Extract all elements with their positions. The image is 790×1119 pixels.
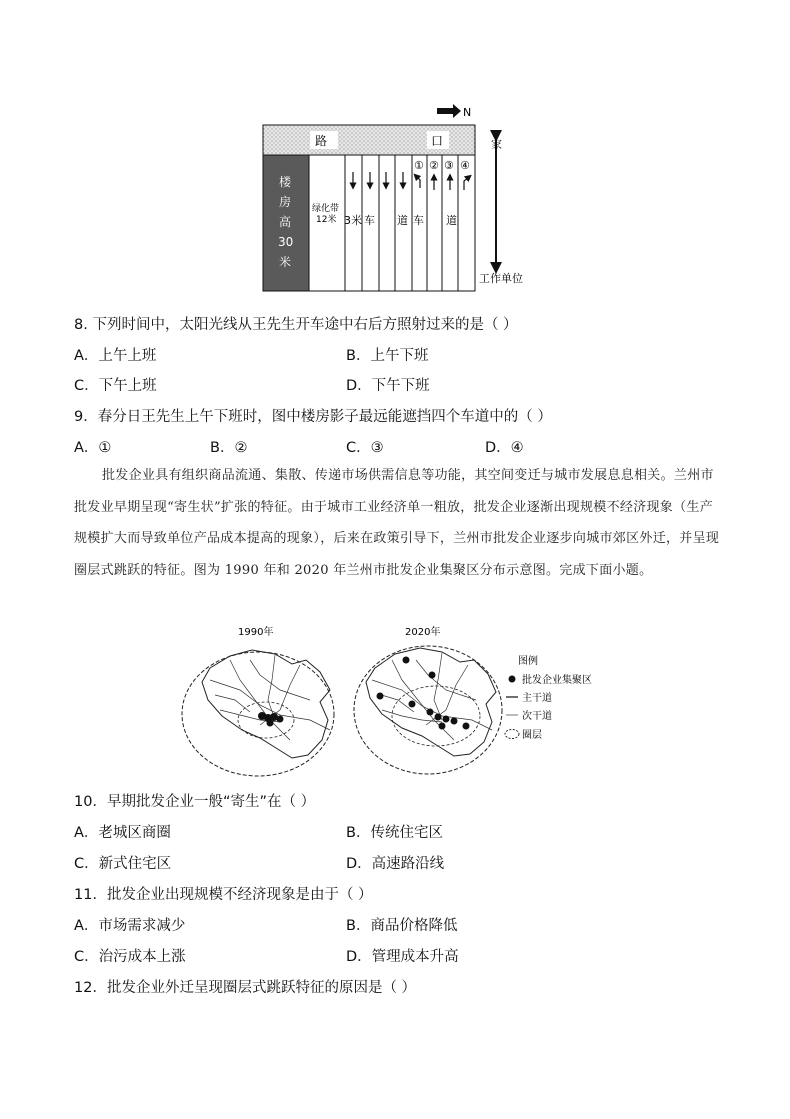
map-1990-title: 1990年 (238, 627, 274, 638)
cluster-dot (451, 718, 458, 725)
building-char-1: 楼 (279, 175, 292, 189)
legend-item-cluster: 批发企业集聚区 (522, 675, 592, 686)
map-2020-boundary (366, 648, 496, 756)
lane-number-2: ② (429, 159, 439, 172)
passage-text: 批发企业具有组织商品流通、集散、传递市场供需信息等功能，其空间变迁与城市发展息息相关。兰州市批发业早期呈现“寄生状”扩张的特征。由于城市工业经济单一粗放，批发企业逐渐出现规模不经济现象（生产规模扩大而导致单位产品成本提高的现象），后来在政策引导下，兰州市批发企业逐步向城市郊区外迁，并呈现圈层式跳跃的特征。图为 1990 年和 2020 年兰州市批发企业集聚区分布示意图。完成下面小题。 (74, 468, 720, 578)
car-label-1: 车 (364, 214, 375, 227)
north-arrow-icon (437, 104, 461, 118)
building-char-3: 高 (279, 215, 292, 229)
cluster-dot (377, 693, 384, 700)
lane-number-3: ③ (444, 159, 454, 172)
road-label-2: 道 (446, 214, 457, 227)
cluster-dot (267, 720, 274, 727)
q8-option-b[interactable]: B．上午下班 (346, 348, 429, 364)
lane-number-4: ④ (460, 159, 470, 172)
q10-option-a[interactable]: A．老城区商圈 (74, 825, 171, 841)
question-10-stem: 10．早期批发企业一般“寄生”在（ ） (74, 794, 316, 810)
cluster-dot (277, 716, 284, 723)
building-char-5: 米 (279, 255, 292, 269)
q11-option-a[interactable]: A．市场需求减少 (74, 918, 186, 934)
q10-option-d[interactable]: D．高速路沿线 (346, 856, 445, 872)
home-label: 家 (491, 138, 502, 151)
road-label-right: 口 (431, 134, 444, 148)
reading-passage (74, 460, 720, 586)
question-12-stem: 12．批发企业外迁呈现圈层式跳跃特征的原因是（ ） (74, 980, 417, 996)
cluster-dot (403, 657, 410, 664)
q10-option-c[interactable]: C．新式住宅区 (74, 856, 172, 872)
building-char-2: 房 (279, 195, 292, 209)
map-figure (180, 620, 620, 780)
q11-option-b[interactable]: B．商品价格降低 (346, 918, 458, 934)
cluster-dot (429, 672, 436, 679)
q9-option-d[interactable]: D．④ (485, 440, 524, 456)
cluster-dot (427, 709, 434, 716)
legend-item-sub-road: 次干道 (522, 711, 552, 722)
cluster-dot (443, 716, 450, 723)
map-1990-outer-ring (182, 652, 334, 776)
q11-option-d[interactable]: D．管理成本升高 (346, 949, 459, 965)
question-9-stem: 9．春分日王先生上午下班时，图中楼房影子最远能遮挡四个车道中的（ ） (74, 409, 552, 425)
car-label-2: 车 (413, 214, 424, 227)
cluster-dot (435, 714, 442, 721)
q9-option-c[interactable]: C．③ (346, 440, 384, 456)
legend-item-ring: 圈层 (522, 730, 542, 741)
cluster-dot (409, 701, 416, 708)
q8-option-a[interactable]: A．上午上班 (74, 348, 157, 364)
legend-dot-icon (509, 676, 516, 683)
legend-ring-icon (505, 730, 519, 739)
work-label: 工作单位 (479, 272, 523, 285)
q9-option-b[interactable]: B．② (210, 440, 248, 456)
lane-number-1: ① (414, 159, 424, 172)
road-diagram (255, 100, 535, 295)
question-11-stem: 11．批发企业出现规模不经济现象是由于（ ） (74, 887, 373, 903)
question-8-stem: 8. 下列时间中，太阳光线从王先生开车途中右后方照射过来的是（ ） (74, 317, 518, 333)
q8-option-c[interactable]: C．下午上班 (74, 378, 157, 394)
q8-option-d[interactable]: D．下午下班 (346, 378, 430, 394)
map-2020-title: 2020年 (405, 627, 441, 638)
north-label: N (463, 106, 472, 119)
lane-width-label: 3米 (344, 214, 362, 227)
building-char-4: 30 (278, 235, 294, 249)
green-belt-width: 12米 (316, 215, 337, 225)
legend-item-main-road: 主干道 (522, 693, 552, 704)
green-belt-label: 绿化带 (312, 204, 340, 214)
cluster-dot (439, 723, 446, 730)
q9-option-a[interactable]: A．① (74, 440, 112, 456)
road-label-left: 路 (315, 134, 328, 148)
q10-option-b[interactable]: B．传统住宅区 (346, 825, 443, 841)
q11-option-c[interactable]: C．治污成本上涨 (74, 949, 186, 965)
cluster-dot (463, 723, 470, 730)
map-1990-boundary (202, 650, 330, 758)
road-label-1: 道 (397, 214, 408, 227)
legend-title: 图例 (518, 656, 538, 667)
